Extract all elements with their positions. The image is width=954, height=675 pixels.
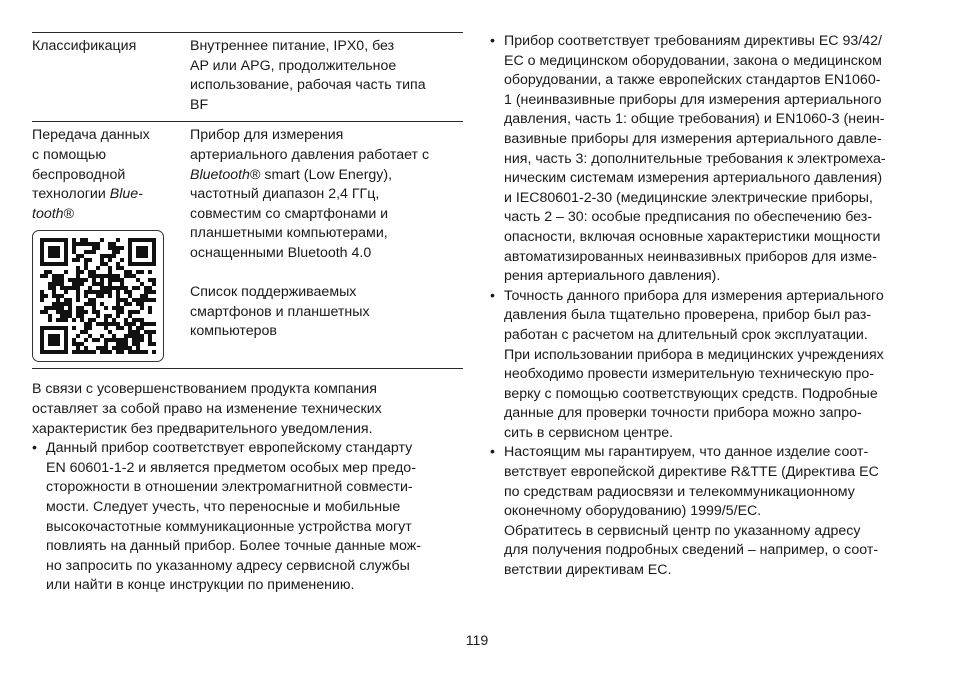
spec-value-line: Прибор для измерения — [190, 127, 344, 144]
note-line: оставляет за собой право на изменение технических — [32, 400, 382, 417]
bullet-line: • Настоящим мы гарантируем, что данное изделие соот- — [504, 444, 869, 461]
right-bullet-list — [490, 32, 922, 581]
bullet-line: • Данный прибор соответствует европейскому стандарту — [46, 440, 413, 457]
change-notice — [32, 380, 463, 439]
right-column — [490, 32, 922, 581]
spec-value-line: компьютеров — [190, 323, 277, 340]
spec-key-line — [32, 185, 190, 205]
bullet-line: EN 60601-1-2 и является предметом особых мер предо- — [46, 459, 416, 476]
bullet-line: оборудовании, а также европейских стандартов EN1060- — [504, 72, 881, 89]
bullet-line: • Прибор соответствует требованиям директивы ЕС 93/42/ — [504, 33, 882, 49]
spec-key — [32, 33, 190, 122]
bullet-emc — [32, 439, 463, 596]
spec-value-line: BF — [190, 96, 209, 113]
bullet-directive — [490, 32, 922, 287]
spec-key-text: Классификация — [32, 38, 137, 54]
bullet-line: давления была тщательно проверена, прибор был раз- — [504, 307, 872, 324]
bullet-line: оконечному оборудованию) 1999/5/ЕС. — [504, 503, 762, 520]
bullet-line: для получения подробных сведений – например, о соот- — [504, 542, 879, 559]
bullet-line: 1 (неинвазивные приборы для измерения артериального — [504, 91, 882, 108]
spec-value-line: использование, рабочая часть типа — [190, 77, 426, 94]
spec-value-line: частотный диапазон 2,4 ГГц, — [190, 186, 380, 203]
bullet-line: ветствии директивам ЕС. — [504, 562, 672, 579]
bullet-line: или найти в конце инструкции по применению. — [46, 577, 355, 594]
spacer — [190, 264, 463, 284]
page-number: 119 — [465, 633, 489, 649]
bullet-line: и IEC80601-2-30 (медицинские электрические приборы, — [504, 189, 873, 206]
spec-value — [190, 122, 463, 369]
note-line: В связи с усовершенствованием продукта компания — [32, 381, 377, 398]
spec-key-line — [32, 205, 190, 225]
bullet-line: сторожности в отношении электромагнитной совмести- — [46, 479, 413, 496]
bullet-line: мости. Следует учесть, что переносные и мобильные — [46, 498, 401, 515]
bullet-line: ЕС о медицинском оборудовании, закона о медицинском — [504, 52, 882, 69]
bullet-line: но запросить по указанному адресу сервисной службы — [46, 557, 410, 574]
spec-value — [190, 33, 463, 122]
bullet-line: вазивные приборы для измерения артериального давле- — [504, 130, 882, 147]
bullet-line: верку с помощью соответствующих средств. Подробные — [504, 385, 878, 402]
bullet-line: При использовании прибора в медицинских учреждениях — [504, 346, 884, 363]
spec-value-line — [190, 166, 463, 186]
bullet-line: ветствует европейской директиве R&TTE (Директива ЕС — [504, 464, 879, 481]
bullet-line: часть 2 – 30: особые предписания по обеспечению без- — [504, 209, 872, 226]
spec-key-text: ® — [63, 205, 75, 222]
spec-value-text: ® smart (Low Energy), — [249, 166, 393, 183]
bullet-line: рения артериального давления). — [504, 268, 721, 285]
spec-value-line: оснащенными Bluetooth 4.0 — [190, 244, 372, 261]
qr-code-icon — [40, 238, 156, 354]
spec-key-line: беспроводной — [32, 166, 126, 183]
left-bullet-list — [32, 439, 463, 596]
spec-value-line: планшетными компьютерами, — [190, 225, 388, 242]
bullet-line: ническим системам измерения артериального давления) — [504, 170, 883, 187]
bullet-line: давления, часть 1: общие требования) и EN1060-3 (неин- — [504, 111, 885, 128]
bullet-line: данные для проверки точности прибора можно запро- — [504, 405, 862, 422]
spec-value-italic: Bluetooth — [190, 166, 250, 183]
spec-value-line: смартфонов и планшетных — [190, 303, 370, 320]
bullet-line: Обратитесь в сервисный центр по указанному адресу — [504, 522, 861, 539]
spec-key-line: с помощью — [32, 146, 106, 163]
bullet-line: повлиять на данный прибор. Более точные данные мож- — [46, 538, 421, 555]
qr-code-frame[interactable] — [32, 230, 164, 362]
bullet-line: • Точность данного прибора для измерения артериального — [504, 287, 884, 304]
spec-value-line: артериального давления работает с — [190, 146, 430, 163]
spec-table — [32, 32, 463, 369]
note-line: характеристик без предварительного уведомления. — [32, 420, 373, 437]
spec-row-classification — [32, 33, 463, 122]
spec-value-line: совместим со смартфонами и — [190, 205, 389, 222]
spec-key-italic: Blue- — [109, 186, 143, 203]
spec-key-text: технологии — [32, 186, 110, 203]
spec-key-italic: tooth — [32, 205, 64, 222]
bullet-line: опасности, включая основные характеристики мощности — [504, 228, 881, 245]
bullet-rtte — [490, 443, 922, 580]
spec-row-bluetooth — [32, 122, 463, 369]
bullet-line: необходимо провести измерительную техническую про- — [504, 366, 874, 383]
bullet-line: сить в сервисном центре. — [504, 424, 674, 441]
spec-value-line: Внутреннее питание, IPX0, без — [190, 38, 395, 54]
spec-key-line: Передача данных — [32, 127, 150, 144]
spec-key — [32, 122, 190, 369]
bullet-line: высокочастотные коммуникационные устройства могут — [46, 518, 412, 535]
bullet-line: работан с расчетом на длительный срок эксплуатации. — [504, 326, 868, 343]
spec-value-line: Список поддерживаемых — [190, 284, 357, 301]
left-column — [32, 32, 463, 596]
bullet-line: ния, часть 3: дополнительные требования к электромеха- — [504, 150, 886, 167]
spec-value-line: AP или APG, продолжительное — [190, 57, 397, 74]
bullet-accuracy — [490, 287, 922, 444]
bullet-line: по средствам радиосвязи и телекоммуникационному — [504, 483, 855, 500]
bullet-line: автоматизированных неинвазивных приборов для изме- — [504, 248, 877, 265]
